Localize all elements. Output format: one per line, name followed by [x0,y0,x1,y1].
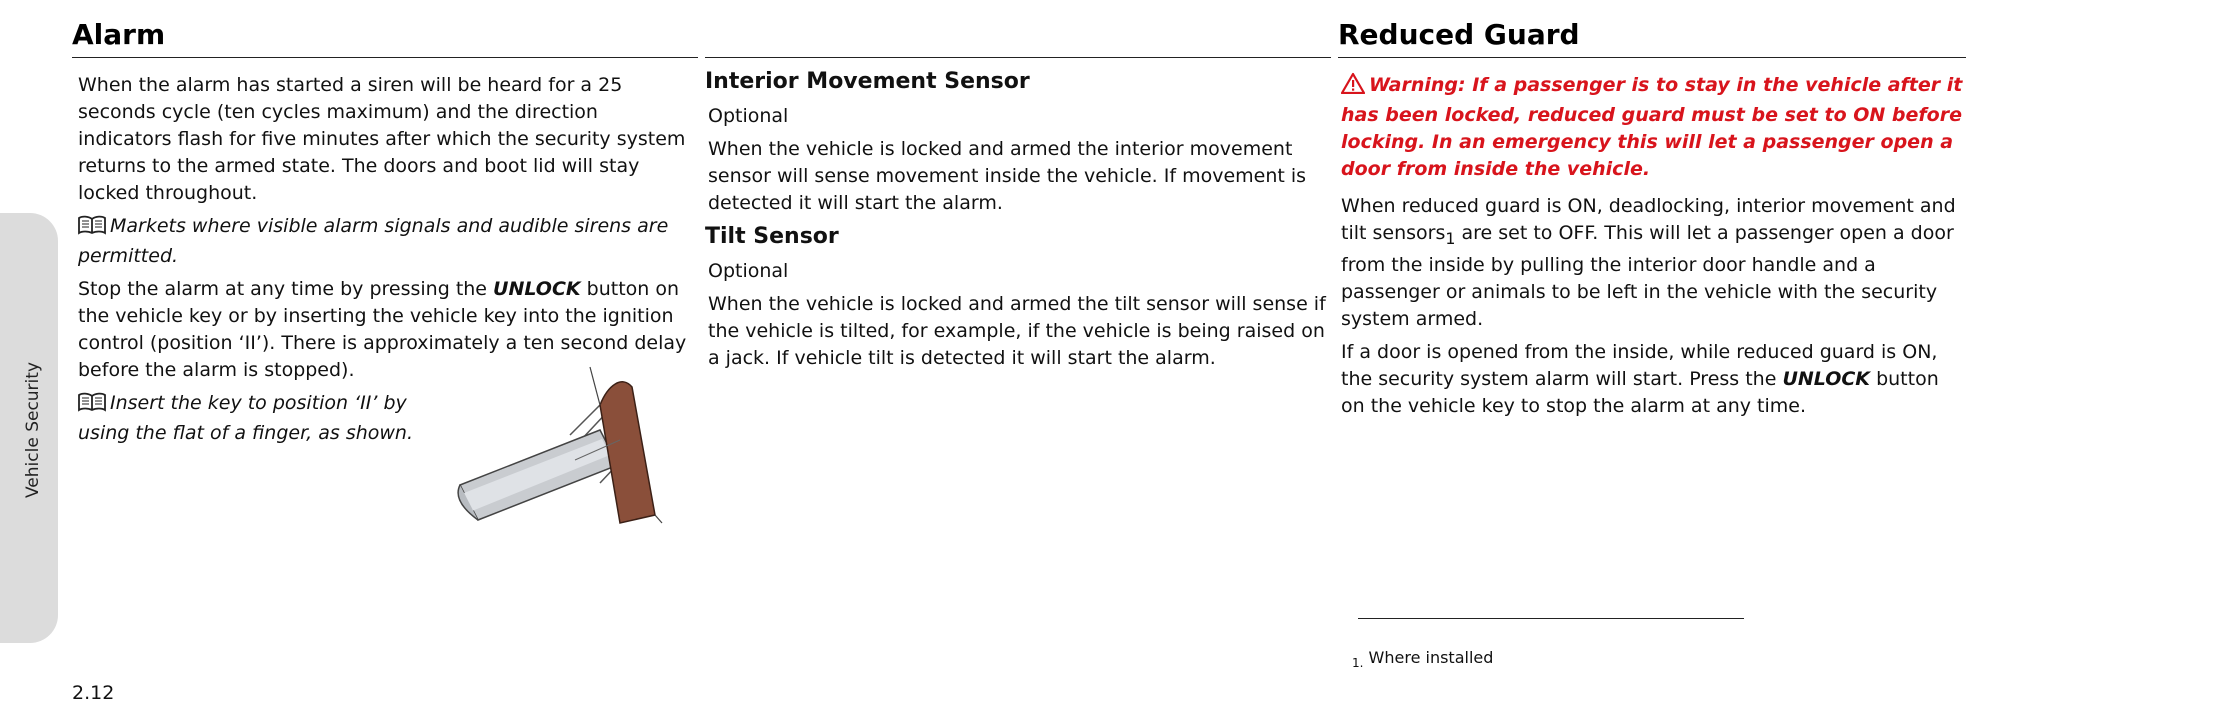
alarm-paragraph-2: Stop the alarm at any time by pressing the UNLOCK button on the vehicle key or by inserting the vehicle key into the ignition control (position ‘II’). There is approximately a ten second delay before the alarm is stopped). [78,278,687,381]
footnote: $_{1.}$ Where installed [1352,648,1494,671]
reduced-guard-heading: Reduced Guard [1338,18,1580,51]
alarm-note-2: Insert the key to position ‘II’ by using the flat of a finger, as shown. [78,392,414,444]
middle-heading-rule [705,57,1331,58]
page-number: 2.12 [72,682,115,704]
warning-triangle-icon [1341,72,1365,102]
warning-text: Warning: If a passenger is to stay in the vehicle after it has been locked, reduced guard must be set to ON before locking. In an emergency this will let a passenger open a door from inside the vehicle. [1341,74,1963,180]
reduced-guard-heading-rule [1338,57,1966,58]
alarm-heading-rule [72,57,698,58]
tilt-sensor-heading: Tilt Sensor [705,224,839,249]
book-icon [78,215,106,243]
interior-sensor-heading: Interior Movement Sensor [705,69,1030,94]
reduced-guard-paragraph-2: If a door is opened from the inside, while reduced guard is ON, the security system alarm will start. Press the UNLOCK button on the vehicle key to stop the alarm at any time. [1341,340,1939,417]
tilt-sensor-text: When the vehicle is locked and armed the tilt sensor will sense if the vehicle is tilted, for example, if the vehicle is being raised on a jack. If vehicle tilt is detected it will start the alarm. [708,293,1326,369]
reduced-guard-paragraph-1: When reduced guard is ON, deadlocking, interior movement and tilt sensors$_1$ are set to OFF. This will let a passenger open a door from the inside by pulling the interior door handle and a passenger or animals to be left in the vehicle with the security system armed. [1341,195,1956,330]
footnote-rule [1358,618,1744,619]
alarm-note-1: Markets where visible alarm signals and audible sirens are permitted. [78,215,669,267]
alarm-paragraph-1: When the alarm has started a siren will be heard for a 25 seconds cycle (ten cycles maximum) and the direction indicators flash for five minutes after which the security system returns to the armed state. The doors and boot lid will stay locked throughout. [78,74,686,204]
interior-optional-label: Optional [708,105,789,127]
tilt-optional-label: Optional [708,260,789,282]
book-icon [78,392,106,420]
sensors-column [705,68,1331,378]
alarm-heading: Alarm [72,18,166,51]
interior-sensor-text: When the vehicle is locked and armed the interior movement sensor will sense movement inside the vehicle. If movement is detected it will start the alarm. [708,138,1307,214]
key-in-ignition-illustration [450,365,690,525]
reduced-guard-column [1341,72,1967,426]
side-tab-label: Vehicle Security [23,361,44,499]
